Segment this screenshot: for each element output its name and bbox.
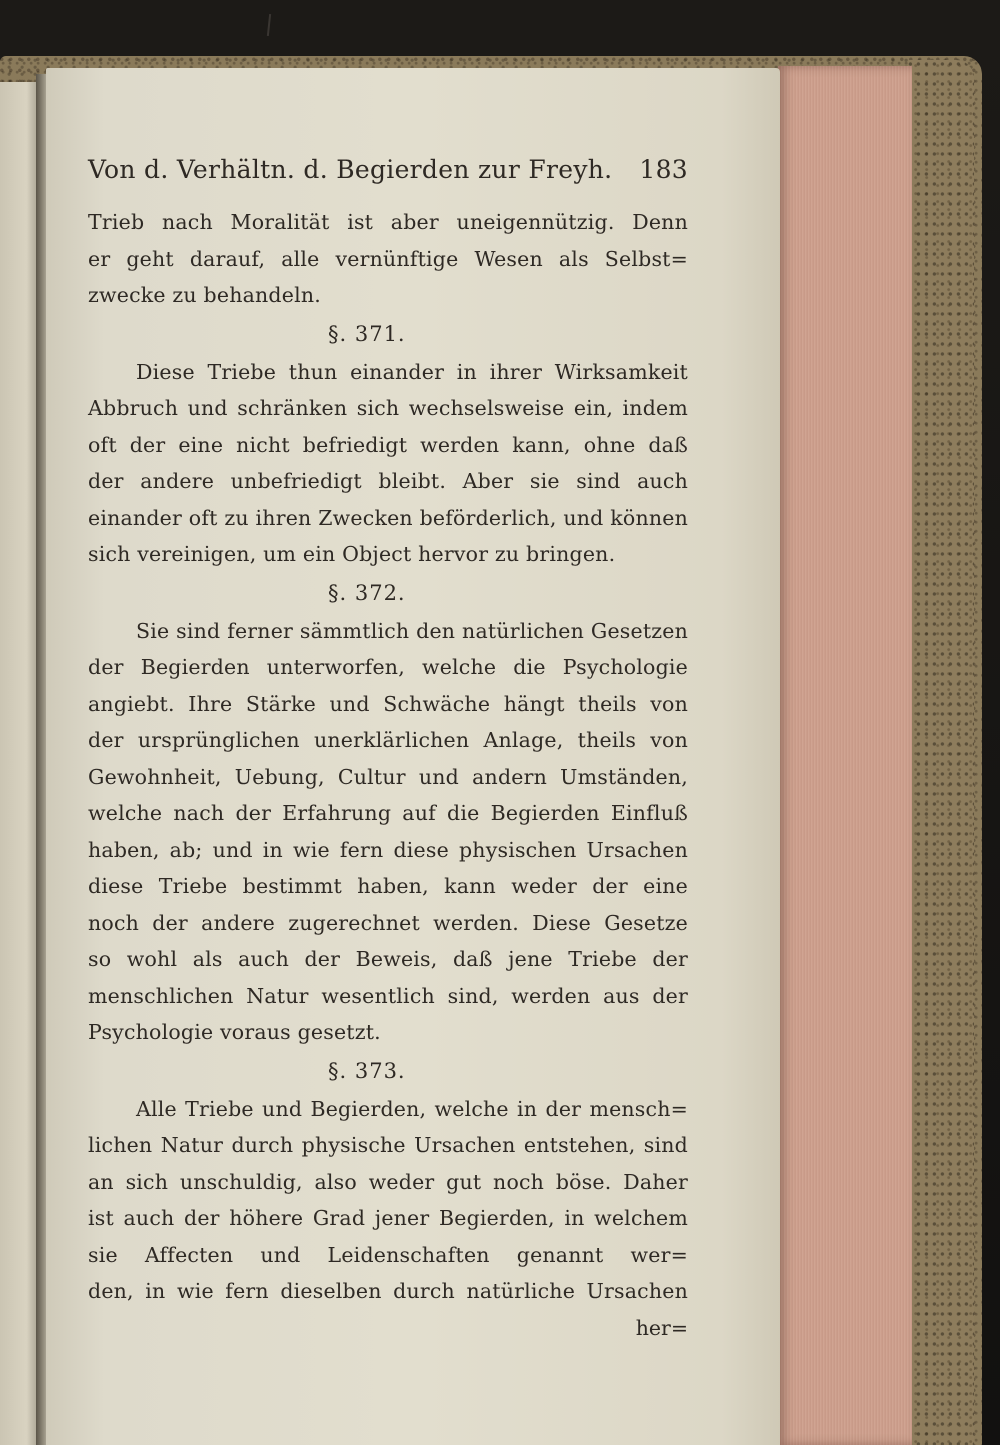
text-line: Psychologie voraus gesetzt. <box>88 1020 381 1044</box>
text-line: Diese Triebe thun einander in ihrer Wirksamkeit <box>136 359 688 384</box>
text-line: der Begierden unterworfen, welche die Psychologie <box>88 655 688 679</box>
text-line: noch der andere zugerechnet werden. Diese Gesetze <box>88 910 688 935</box>
page-text <box>88 155 688 1346</box>
text-line: an sich unschuldig, also weder gut noch böse. Daher <box>88 1169 688 1194</box>
text-line: einander oft zu ihren Zwecken beförderlich, und können <box>88 505 688 530</box>
text-line: haben, ab; und in wie fern diese physischen Ursachen <box>88 837 688 862</box>
page-edges <box>778 66 912 1445</box>
cover-edge <box>908 60 974 1445</box>
text-line: Alle Triebe und Begierden, welche in der mensch= <box>136 1096 688 1121</box>
text-line: oft der eine nicht befriedigt werden kann, ohne daß <box>88 432 688 457</box>
running-head <box>88 155 688 184</box>
text-line: menschlichen Natur wesentlich sind, werden aus der <box>88 983 688 1008</box>
text-line: der andere unbefriedigt bleibt. Aber sie sind auch <box>88 469 688 493</box>
running-head-title: Von d. Verhältn. d. Begierden zur Freyh. <box>88 155 613 184</box>
text-line: Sie sind ferner sämmtlich den natürlichen Gesetzen <box>136 618 688 643</box>
text-line: sich vereinigen, um ein Object hervor zu bringen. <box>88 542 616 566</box>
section-371-body <box>88 354 688 573</box>
section-373-body <box>88 1091 688 1310</box>
text-line: er geht darauf, alle vernünftige Wesen als Selbst= <box>88 246 688 271</box>
text-line: der ursprünglichen unerklärlichen Anlage, theils von <box>88 728 688 752</box>
text-line: Abbruch und schränken sich wechselsweise ein, indem <box>88 396 688 420</box>
text-line: diese Triebe bestimmt haben, kann weder der eine <box>88 874 688 898</box>
text-line: sie Affecten und Leidenschaften genannt wer= <box>88 1242 688 1267</box>
text-line: so wohl als auch der Beweis, daß jene Triebe der <box>88 947 688 971</box>
text-line: Gewohnheit, Uebung, Cultur und andern Umständen, <box>88 764 688 789</box>
text-line: angiebt. Ihre Stärke und Schwäche hängt theils von <box>88 691 688 716</box>
text-line: zwecke zu behandeln. <box>88 283 321 307</box>
text-line: welche nach der Erfahrung auf die Begierden Einfluß <box>88 801 688 825</box>
section-372-body <box>88 613 688 1051</box>
section-heading-373: §. 373. <box>328 1058 406 1083</box>
section-heading-371: §. 371. <box>328 321 406 346</box>
catchword: her= <box>635 1315 688 1340</box>
text-line: den, in wie fern dieselben durch natürliche Ursachen <box>88 1279 688 1303</box>
text-line: Trieb nach Moralität ist aber uneigennützig. Denn <box>88 210 688 234</box>
left-page-sliver <box>0 82 38 1445</box>
text-line: ist auch der höhere Grad jener Begierden, in welchem <box>88 1206 688 1230</box>
paragraph-continued <box>88 204 688 314</box>
section-heading-372: §. 372. <box>328 580 406 605</box>
page-number: 183 <box>639 155 688 184</box>
text-line: lichen Natur durch physische Ursachen entstehen, sind <box>88 1133 688 1157</box>
